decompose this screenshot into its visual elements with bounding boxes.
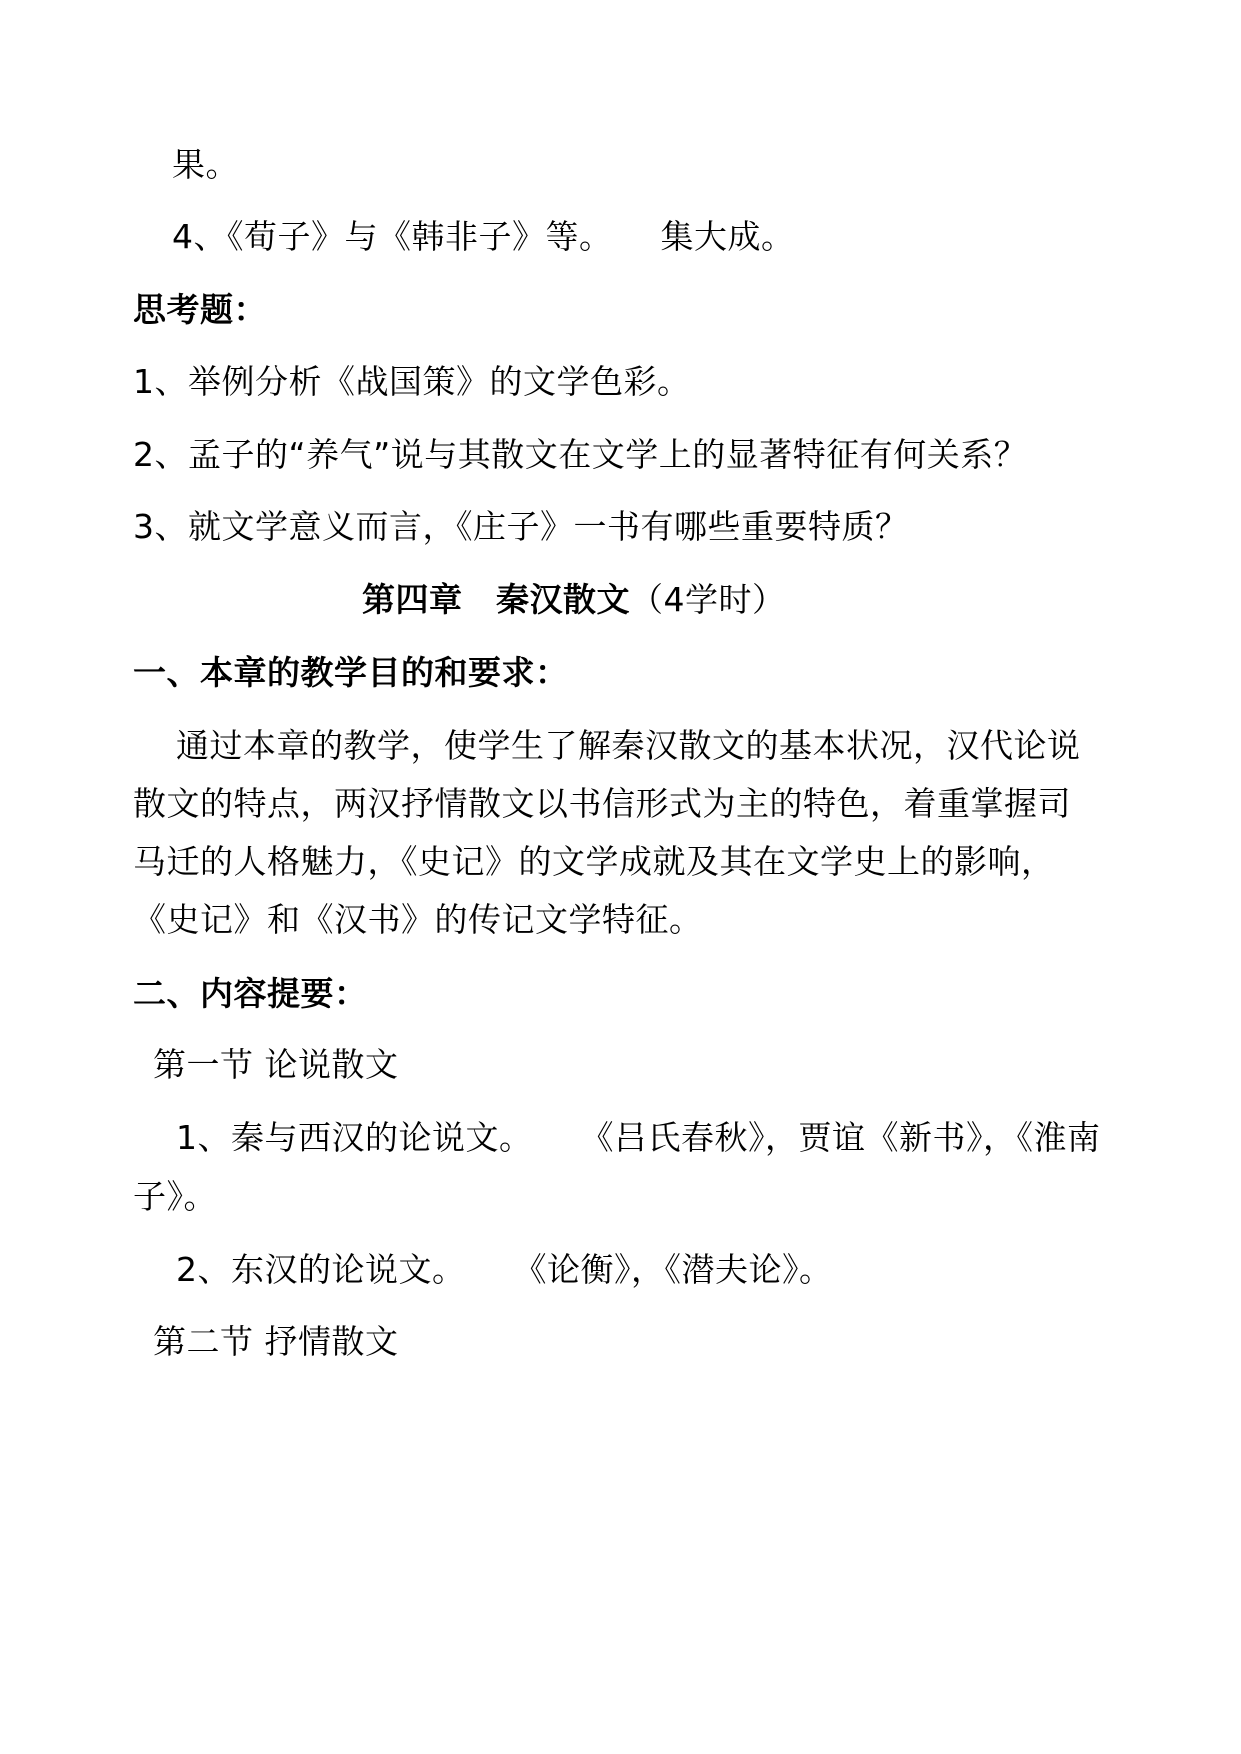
list-item-text: 4、《荀子》与《韩非子》等。 — [172, 217, 613, 256]
thinking-heading: 思考题： — [133, 290, 267, 329]
paragraph-line: 《史记》和《汉书》的传记文学特征。 — [133, 900, 703, 939]
chapter-title — [362, 580, 786, 620]
list-item-works: 《吕氏春秋》，贾谊《新书》，《淮南 — [580, 1118, 1101, 1157]
paragraph-line: 通过本章的教学，使学生了解秦汉散文的基本状况，汉代论说 — [176, 726, 1081, 765]
list-item — [176, 1118, 1101, 1158]
list-item-note: 集大成。 — [660, 217, 795, 256]
section-heading: 一、本章的教学目的和要求： — [133, 653, 569, 692]
question-item: 2、孟子的“养气”说与其散文在文学上的显著特征有何关系？ — [133, 435, 1028, 474]
subsection-title: 第二节 抒情散文 — [153, 1322, 399, 1361]
list-item-text: 1、秦与西汉的论说文。 — [176, 1118, 533, 1157]
list-item — [176, 1250, 833, 1290]
list-item-continuation: 子》。 — [133, 1177, 217, 1216]
text-line: 果。 — [172, 145, 239, 184]
question-item: 3、就文学意义而言，《庄子》一书有哪些重要特质？ — [133, 507, 909, 546]
text-line — [172, 217, 795, 257]
chapter-title-text: 第四章 秦汉散文 — [362, 580, 630, 619]
list-item-text: 2、东汉的论说文。 — [176, 1250, 466, 1289]
paragraph-line: 马迁的人格魅力，《史记》的文学成就及其在文学史上的影响， — [133, 842, 1055, 881]
subsection-title: 第一节 论说散文 — [153, 1045, 399, 1084]
list-item-works: 《论衡》，《潜夫论》。 — [513, 1250, 833, 1289]
paragraph-line: 散文的特点，两汉抒情散文以书信形式为主的特色，着重掌握司 — [133, 784, 1071, 823]
chapter-hours: （4学时） — [630, 580, 786, 619]
question-item: 1、举例分析《战国策》的文学色彩。 — [133, 362, 691, 401]
section-heading: 二、内容提要： — [133, 974, 368, 1013]
